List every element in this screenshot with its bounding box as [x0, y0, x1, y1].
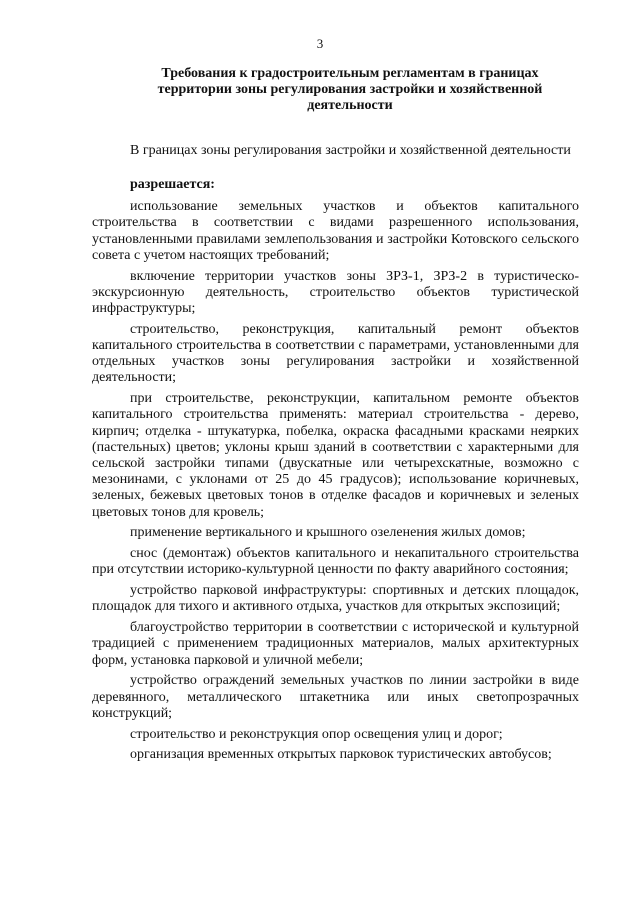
document-body — [92, 143, 579, 768]
allowed-label: разрешается: — [130, 177, 215, 193]
list-item: устройство ограждений земельных участков по линии застройки в виде деревянного, металлического штакетника или иных светопрозрачных конструкций; — [92, 673, 579, 721]
list-item: при строительстве, реконструкции, капитальном ремонте объектов капитального строительства применять: материал строительства - дерево, кирпич; отделка - штукатурка, побелка, окраска фасадными красками неярких (пастельных) цветов; уклоны крыш зданий в соответствии с характерными для сельской застройки типами (двускатные или четырехскатные, возможно с мезонинами, с уклонами от 25 до 45 градусов); использование коричневых, зеленых, бежевых цветовых тонов в отделке фасадов и коричневых и зеленых цветовых тонов для кровель; — [92, 391, 579, 520]
section-title — [150, 66, 550, 114]
list-item: включение территории участков зоны ЗРЗ-1, ЗРЗ-2 в туристическо-экскурсионную деятельность, строительство объектов туристической инфраструктуры; — [92, 268, 579, 317]
page-number: 3 — [316, 36, 324, 51]
list-item: строительство и реконструкция опор освещения улиц и дорог; — [130, 726, 503, 742]
allowed-items-list — [92, 199, 579, 763]
section-title-line: деятельности — [307, 98, 393, 113]
section-title-line: Требования к градостроительным регламентам в границах — [161, 66, 539, 81]
section-title-line: территории зоны регулирования застройки и хозяйственной — [157, 82, 543, 97]
list-item: организация временных открытых парковок туристических автобусов; — [130, 747, 552, 763]
list-item: использование земельных участков и объектов капитального строительства в соответствии с видами разрешенного использования, установленными правилами землепользования и застройки Котовского сельского совета с учетом настоящих требований; — [92, 199, 579, 263]
list-item: снос (демонтаж) объектов капитального и некапитального строительства при отсутствии историко-культурной ценности по факту аварийного состояния; — [92, 546, 579, 578]
list-item: благоустройство территории в соответствии с исторической и культурной традицией с применением традиционных материалов, малых архитектурных форм, установка парковой и уличной мебели; — [92, 620, 579, 668]
intro-paragraph: В границах зоны регулирования застройки и хозяйственной деятельности — [130, 143, 571, 158]
list-item: устройство парковой инфраструктуры: спортивных и детских площадок, площадок для тихого и активного отдыха, участков для открытых экспозиций; — [92, 583, 579, 615]
list-item: строительство, реконструкция, капитальный ремонт объектов капитального строительства в соответствии с параметрами, установленными для отдельных участков зоны регулирования застройки и хозяйственной деятельности; — [92, 321, 579, 386]
list-item: применение вертикального и крышного озеленения жилых домов; — [130, 525, 526, 541]
